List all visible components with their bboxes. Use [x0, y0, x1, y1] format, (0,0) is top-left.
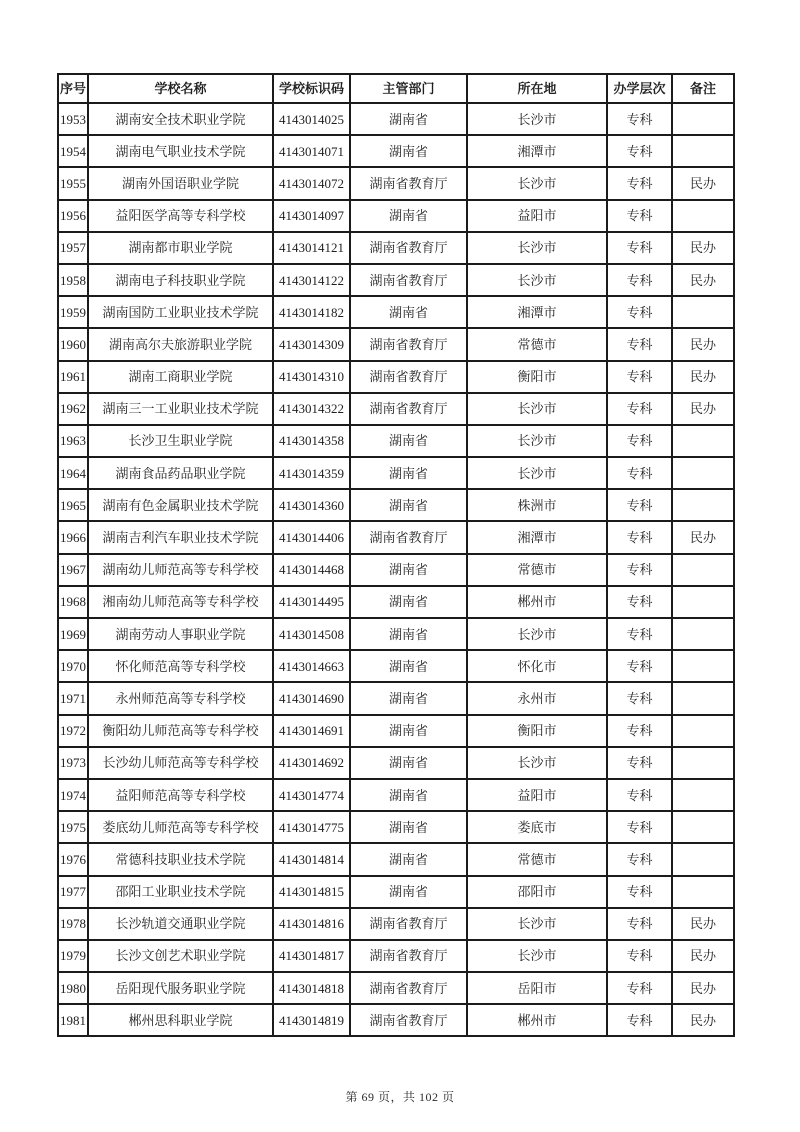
table-cell: 1962	[58, 393, 88, 425]
table-row	[58, 457, 734, 489]
table-cell: 益阳市	[467, 200, 607, 232]
table-row	[58, 296, 734, 328]
table-cell: 湖南电子科技职业学院	[88, 264, 273, 296]
table-cell: 湖南食品药品职业学院	[88, 457, 273, 489]
table-cell: 湖南吉利汽车职业技术学院	[88, 521, 273, 553]
table-cell: 湖南都市职业学院	[88, 232, 273, 264]
table-cell: 常德市	[467, 328, 607, 360]
table-row	[58, 779, 734, 811]
table-cell: 湖南省教育厅	[350, 328, 467, 360]
table-row	[58, 747, 734, 779]
table-cell: 民办	[672, 1004, 734, 1036]
column-header-1: 学校名称	[88, 74, 273, 103]
table-cell: 湖南省	[350, 618, 467, 650]
table-cell: 湖南劳动人事职业学院	[88, 618, 273, 650]
table-cell: 专科	[607, 425, 672, 457]
table-row	[58, 361, 734, 393]
table-cell: 1970	[58, 650, 88, 682]
table-cell: 湖南省	[350, 747, 467, 779]
table-cell: 湖南省	[350, 650, 467, 682]
table-cell	[672, 747, 734, 779]
table-cell: 1981	[58, 1004, 88, 1036]
table-cell: 湖南省	[350, 586, 467, 618]
table-row	[58, 425, 734, 457]
table-cell: 民办	[672, 393, 734, 425]
table-cell: 民办	[672, 940, 734, 972]
table-cell: 长沙市	[467, 747, 607, 779]
table-cell: 湖南幼儿师范高等专科学校	[88, 554, 273, 586]
table-cell: 民办	[672, 972, 734, 1004]
table-cell: 1960	[58, 328, 88, 360]
table-cell: 专科	[607, 521, 672, 553]
table-cell: 1966	[58, 521, 88, 553]
column-header-0: 序号	[58, 74, 88, 103]
table-cell: 专科	[607, 167, 672, 199]
table-cell: 邵阳工业职业技术学院	[88, 876, 273, 908]
table-cell: 长沙市	[467, 908, 607, 940]
table-cell: 1958	[58, 264, 88, 296]
table-cell: 4143014121	[273, 232, 350, 264]
table-cell: 湖南省	[350, 843, 467, 875]
table-cell	[672, 779, 734, 811]
table-cell: 怀化市	[467, 650, 607, 682]
table-cell: 1971	[58, 682, 88, 714]
table-cell: 专科	[607, 811, 672, 843]
table-cell: 4143014122	[273, 264, 350, 296]
table-cell: 4143014309	[273, 328, 350, 360]
table-cell: 4143014072	[273, 167, 350, 199]
table-cell: 长沙轨道交通职业学院	[88, 908, 273, 940]
table-cell: 益阳师范高等专科学校	[88, 779, 273, 811]
table-row	[58, 876, 734, 908]
table-cell: 湖南省	[350, 103, 467, 135]
table-cell: 专科	[607, 264, 672, 296]
table-cell: 4143014360	[273, 489, 350, 521]
table-cell: 湖南高尔夫旅游职业学院	[88, 328, 273, 360]
table-cell	[672, 843, 734, 875]
table-cell: 民办	[672, 264, 734, 296]
table-cell: 1968	[58, 586, 88, 618]
table-cell: 1979	[58, 940, 88, 972]
table-cell: 怀化师范高等专科学校	[88, 650, 273, 682]
table-cell: 专科	[607, 843, 672, 875]
table-cell: 湖南电气职业技术学院	[88, 135, 273, 167]
table-cell: 邵阳市	[467, 876, 607, 908]
table-cell: 4143014359	[273, 457, 350, 489]
table-cell: 专科	[607, 586, 672, 618]
table-cell: 4143014690	[273, 682, 350, 714]
table-row	[58, 682, 734, 714]
table-cell: 专科	[607, 972, 672, 1004]
table-cell: 湖南国防工业职业技术学院	[88, 296, 273, 328]
table-row	[58, 618, 734, 650]
table-cell: 岳阳市	[467, 972, 607, 1004]
table-cell: 1957	[58, 232, 88, 264]
table-cell: 专科	[607, 908, 672, 940]
table-cell: 长沙幼儿师范高等专科学校	[88, 747, 273, 779]
table-cell: 4143014182	[273, 296, 350, 328]
table-cell: 衡阳幼儿师范高等专科学校	[88, 715, 273, 747]
table-row	[58, 521, 734, 553]
table-cell: 长沙市	[467, 425, 607, 457]
table-cell: 1977	[58, 876, 88, 908]
table-cell: 专科	[607, 457, 672, 489]
table-cell: 民办	[672, 521, 734, 553]
table-cell: 1954	[58, 135, 88, 167]
table-cell: 4143014663	[273, 650, 350, 682]
table-cell: 湘潭市	[467, 135, 607, 167]
table-cell: 4143014468	[273, 554, 350, 586]
table-cell: 专科	[607, 940, 672, 972]
table-cell: 郴州市	[467, 586, 607, 618]
table-cell: 4143014508	[273, 618, 350, 650]
table-cell: 1976	[58, 843, 88, 875]
table-cell	[672, 103, 734, 135]
table-cell: 长沙卫生职业学院	[88, 425, 273, 457]
table-cell: 娄底幼儿师范高等专科学校	[88, 811, 273, 843]
table-cell: 湖南省	[350, 200, 467, 232]
table-cell: 湖南三一工业职业技术学院	[88, 393, 273, 425]
table-cell: 湖南省	[350, 876, 467, 908]
table-cell: 湖南省教育厅	[350, 393, 467, 425]
table-cell: 专科	[607, 361, 672, 393]
column-header-2: 学校标识码	[273, 74, 350, 103]
table-row	[58, 843, 734, 875]
table-cell: 湖南安全技术职业学院	[88, 103, 273, 135]
table-header-row	[58, 74, 734, 103]
table-cell: 常德市	[467, 554, 607, 586]
table-cell: 湖南省教育厅	[350, 972, 467, 1004]
table-cell: 专科	[607, 876, 672, 908]
table-row	[58, 328, 734, 360]
table-cell	[672, 200, 734, 232]
table-cell: 湖南省教育厅	[350, 361, 467, 393]
table-cell: 1980	[58, 972, 88, 1004]
table-cell: 1973	[58, 747, 88, 779]
table-cell: 常德市	[467, 843, 607, 875]
table-cell: 4143014774	[273, 779, 350, 811]
table-cell: 专科	[607, 554, 672, 586]
table-cell: 衡阳市	[467, 715, 607, 747]
table-cell: 1978	[58, 908, 88, 940]
table-cell: 民办	[672, 361, 734, 393]
table-cell: 湖南省	[350, 135, 467, 167]
column-header-6: 备注	[672, 74, 734, 103]
table-cell	[672, 682, 734, 714]
table-cell: 湖南有色金属职业技术学院	[88, 489, 273, 521]
table-cell: 郴州思科职业学院	[88, 1004, 273, 1036]
table-cell: 民办	[672, 167, 734, 199]
table-cell: 专科	[607, 135, 672, 167]
table-cell: 专科	[607, 747, 672, 779]
column-header-5: 办学层次	[607, 74, 672, 103]
table-cell: 4143014814	[273, 843, 350, 875]
table-cell: 专科	[607, 200, 672, 232]
table-cell: 4143014097	[273, 200, 350, 232]
table-cell: 1956	[58, 200, 88, 232]
table-cell: 1972	[58, 715, 88, 747]
table-cell: 益阳市	[467, 779, 607, 811]
table-cell	[672, 425, 734, 457]
table-cell: 4143014691	[273, 715, 350, 747]
table-cell: 湖南省教育厅	[350, 264, 467, 296]
table-cell: 专科	[607, 328, 672, 360]
table-cell: 专科	[607, 650, 672, 682]
table-cell: 长沙市	[467, 940, 607, 972]
table-row	[58, 554, 734, 586]
table-cell: 长沙市	[467, 167, 607, 199]
table-cell: 4143014816	[273, 908, 350, 940]
table-cell: 长沙市	[467, 457, 607, 489]
table-cell: 4143014818	[273, 972, 350, 1004]
table-cell: 4143014310	[273, 361, 350, 393]
table-row	[58, 715, 734, 747]
table-cell: 岳阳现代服务职业学院	[88, 972, 273, 1004]
table-row	[58, 1004, 734, 1036]
table-cell: 湖南省	[350, 457, 467, 489]
table-cell: 湖南外国语职业学院	[88, 167, 273, 199]
table-cell: 1969	[58, 618, 88, 650]
table-cell: 民办	[672, 328, 734, 360]
table-cell: 湘潭市	[467, 521, 607, 553]
table-cell: 永州师范高等专科学校	[88, 682, 273, 714]
table-cell: 4143014817	[273, 940, 350, 972]
table-cell: 1965	[58, 489, 88, 521]
table-cell: 湖南省教育厅	[350, 232, 467, 264]
table-cell: 湖南省教育厅	[350, 940, 467, 972]
table-cell: 4143014775	[273, 811, 350, 843]
table-cell	[672, 457, 734, 489]
table-cell: 4143014406	[273, 521, 350, 553]
table-cell: 湖南省	[350, 489, 467, 521]
table-cell: 1955	[58, 167, 88, 199]
table-cell	[672, 489, 734, 521]
table-cell: 民办	[672, 908, 734, 940]
table-cell: 1963	[58, 425, 88, 457]
table-row	[58, 972, 734, 1004]
table-row	[58, 264, 734, 296]
table-cell: 长沙市	[467, 264, 607, 296]
table-cell: 益阳医学高等专科学校	[88, 200, 273, 232]
table-cell	[672, 715, 734, 747]
table-cell: 湘南幼儿师范高等专科学校	[88, 586, 273, 618]
table-cell: 湖南省	[350, 554, 467, 586]
table-cell: 专科	[607, 618, 672, 650]
table-cell	[672, 876, 734, 908]
table-cell: 专科	[607, 489, 672, 521]
school-list-table	[57, 73, 735, 1037]
table-cell	[672, 135, 734, 167]
table-cell: 1959	[58, 296, 88, 328]
table-row	[58, 908, 734, 940]
table-cell: 专科	[607, 393, 672, 425]
table-cell: 专科	[607, 715, 672, 747]
table-cell: 长沙市	[467, 232, 607, 264]
table-cell	[672, 296, 734, 328]
table-row	[58, 940, 734, 972]
table-cell: 湖南省教育厅	[350, 1004, 467, 1036]
table-cell: 1974	[58, 779, 88, 811]
table-cell: 4143014358	[273, 425, 350, 457]
table-cell: 4143014025	[273, 103, 350, 135]
table-cell: 湖南省教育厅	[350, 908, 467, 940]
table-cell: 常德科技职业技术学院	[88, 843, 273, 875]
table-cell: 湖南省	[350, 715, 467, 747]
table-cell: 4143014819	[273, 1004, 350, 1036]
table-cell: 衡阳市	[467, 361, 607, 393]
table-cell: 长沙市	[467, 393, 607, 425]
table-cell: 长沙市	[467, 618, 607, 650]
table-cell	[672, 811, 734, 843]
table-cell: 娄底市	[467, 811, 607, 843]
table-cell	[672, 586, 734, 618]
table-cell: 湖南省	[350, 811, 467, 843]
table-cell: 湖南省	[350, 296, 467, 328]
table-cell: 郴州市	[467, 1004, 607, 1036]
table-cell	[672, 650, 734, 682]
table-cell: 1975	[58, 811, 88, 843]
table-cell: 1967	[58, 554, 88, 586]
table-cell: 长沙文创艺术职业学院	[88, 940, 273, 972]
table-cell: 专科	[607, 296, 672, 328]
table-cell: 4143014071	[273, 135, 350, 167]
table-cell: 专科	[607, 103, 672, 135]
table-cell: 湖南省教育厅	[350, 167, 467, 199]
table-cell: 1953	[58, 103, 88, 135]
column-header-4: 所在地	[467, 74, 607, 103]
table-row	[58, 489, 734, 521]
table-cell: 专科	[607, 682, 672, 714]
table-cell	[672, 618, 734, 650]
table-row	[58, 393, 734, 425]
table-cell: 专科	[607, 232, 672, 264]
table-row	[58, 650, 734, 682]
table-cell: 4143014322	[273, 393, 350, 425]
table-cell: 湖南工商职业学院	[88, 361, 273, 393]
table-cell: 长沙市	[467, 103, 607, 135]
table-cell	[672, 554, 734, 586]
table-cell: 湖南省	[350, 682, 467, 714]
table-cell: 专科	[607, 779, 672, 811]
table-cell: 湘潭市	[467, 296, 607, 328]
table-row	[58, 103, 734, 135]
table-cell: 湖南省	[350, 425, 467, 457]
page-number-footer: 第 69 页，共 102 页	[345, 1090, 455, 1104]
table-row	[58, 586, 734, 618]
table-cell: 民办	[672, 232, 734, 264]
table-cell: 湖南省	[350, 779, 467, 811]
table-cell: 株洲市	[467, 489, 607, 521]
table-cell: 4143014815	[273, 876, 350, 908]
table-cell: 永州市	[467, 682, 607, 714]
table-cell: 4143014692	[273, 747, 350, 779]
table-row	[58, 135, 734, 167]
table-row	[58, 200, 734, 232]
table-cell: 4143014495	[273, 586, 350, 618]
column-header-3: 主管部门	[350, 74, 467, 103]
table-row	[58, 167, 734, 199]
table-row	[58, 811, 734, 843]
table-cell: 湖南省教育厅	[350, 521, 467, 553]
table-row	[58, 232, 734, 264]
table-cell: 专科	[607, 1004, 672, 1036]
table-cell: 1961	[58, 361, 88, 393]
table-cell: 1964	[58, 457, 88, 489]
